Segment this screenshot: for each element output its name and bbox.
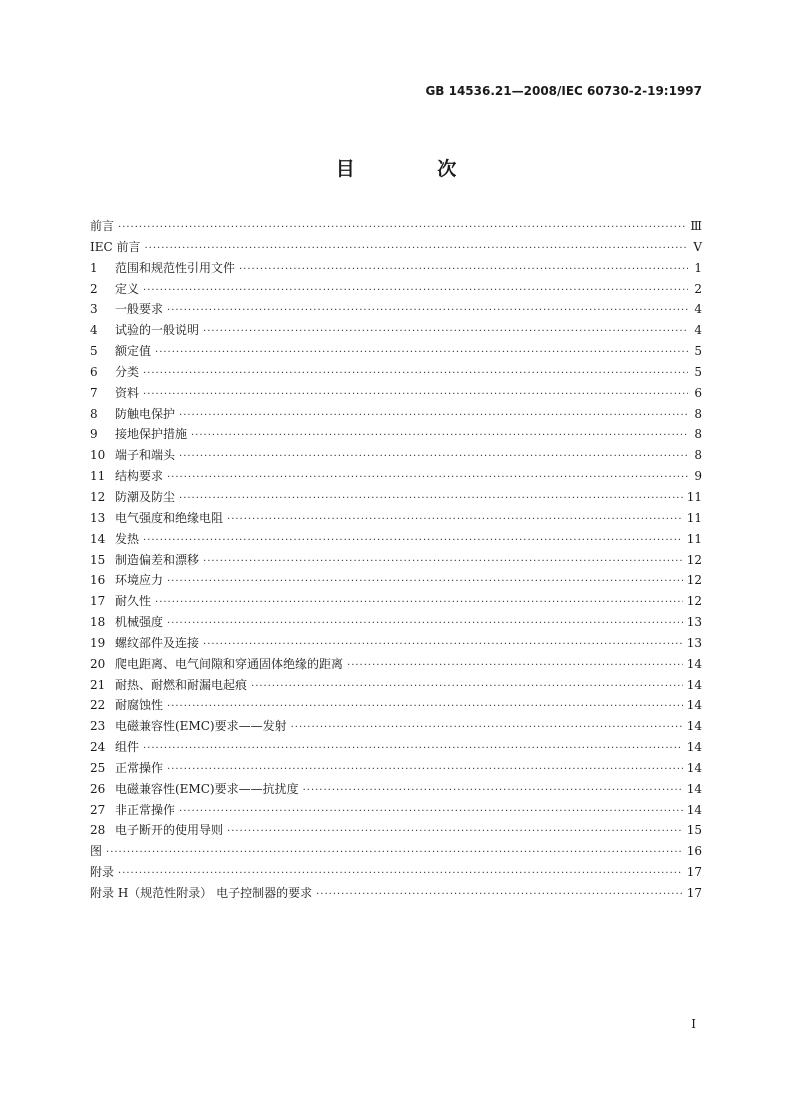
toc-entry[interactable]	[90, 841, 702, 862]
toc-entry-label: 组件	[115, 740, 140, 755]
toc-entry-label: IEC 前言	[90, 239, 141, 254]
toc-entry-number: 6	[90, 364, 98, 379]
toc-entry-label: 范围和规范性引用文件	[115, 260, 236, 275]
toc-entry-page: 14	[686, 719, 702, 734]
toc-dot-leader	[118, 218, 686, 239]
toc-entry-label: 前言	[90, 219, 115, 233]
toc-entry-number: 2	[90, 281, 98, 296]
toc-entry[interactable]	[90, 883, 702, 904]
toc-entry[interactable]	[90, 258, 702, 279]
toc-entry-number: 10	[90, 448, 106, 463]
toc-entry[interactable]	[90, 675, 702, 696]
toc-entry[interactable]	[90, 341, 702, 362]
toc-entry-page: 2	[694, 281, 702, 296]
toc-dot-leader	[203, 552, 683, 573]
toc-entry-label: 图	[90, 844, 103, 859]
toc-entry[interactable]	[90, 862, 702, 883]
toc-entry-page: 8	[694, 448, 702, 463]
toc-entry-label: 电气强度和绝缘电阻	[115, 510, 224, 525]
toc-entry-page: 11	[686, 510, 702, 525]
toc-entry-label: 正常操作	[115, 760, 164, 775]
toc-entry[interactable]	[90, 820, 702, 841]
toc-entry[interactable]	[90, 508, 702, 529]
toc-entry-page: 14	[686, 802, 702, 817]
toc-entry-page: 17	[686, 886, 702, 900]
toc-entry[interactable]	[90, 758, 702, 779]
toc-dot-leader	[239, 260, 688, 281]
toc-entry-page: 13	[686, 615, 702, 630]
toc-entry-number: 8	[90, 406, 98, 421]
toc-entry[interactable]	[90, 633, 702, 654]
toc-entry-page: 5	[694, 344, 702, 359]
toc-entry-number: 17	[90, 594, 106, 609]
toc-dot-leader	[203, 635, 683, 656]
toc-entry[interactable]	[90, 695, 702, 716]
toc-entry-label: 耐腐蚀性	[115, 698, 164, 713]
toc-entry[interactable]	[90, 612, 702, 633]
toc-entry-number: 21	[90, 677, 106, 692]
toc-entry-page: 15	[686, 823, 702, 838]
toc-entry-page: 14	[686, 781, 702, 796]
toc-entry-label: 额定值	[115, 344, 152, 359]
toc-entry-label: 防触电保护	[115, 406, 176, 421]
toc-entry-page: Ⅲ	[690, 219, 702, 233]
toc-entry-number: 22	[90, 698, 106, 713]
toc-entry-number: 20	[90, 656, 106, 671]
toc-entry-label: 机械强度	[115, 615, 164, 630]
toc-entry-page: 1	[694, 260, 702, 275]
toc-entry[interactable]	[90, 445, 702, 466]
toc-entry-number: 9	[90, 427, 98, 442]
toc-entry-number: 23	[90, 719, 106, 734]
toc-entry[interactable]	[90, 529, 702, 550]
toc-dot-leader	[155, 593, 683, 614]
toc-entry-page: 14	[686, 698, 702, 713]
toc-entry[interactable]	[90, 654, 702, 675]
toc-entry-label: 一般要求	[115, 302, 164, 317]
toc-dot-leader	[143, 739, 683, 760]
toc-entry-page: 6	[694, 385, 702, 400]
toc-entry-label: 防潮及防尘	[115, 489, 176, 504]
toc-entry[interactable]	[90, 487, 702, 508]
toc-entry[interactable]	[90, 466, 702, 487]
toc-entry[interactable]	[90, 424, 702, 445]
toc-dot-leader	[191, 426, 688, 447]
toc-dot-leader	[167, 301, 688, 322]
toc-entry-page: 11	[686, 531, 702, 546]
toc-dot-leader	[143, 385, 688, 406]
toc-entry-page: 17	[686, 865, 702, 880]
toc-entry-label: 发热	[115, 531, 140, 546]
toc-entry[interactable]	[90, 279, 702, 300]
toc-entry[interactable]	[90, 737, 702, 758]
toc-dot-leader	[227, 510, 683, 531]
toc-entry-number: 15	[90, 552, 106, 567]
toc-entry[interactable]	[90, 237, 702, 258]
toc-entry-number: 27	[90, 802, 106, 817]
toc-entry-page: 8	[694, 406, 702, 421]
toc-entry-label: 附录 H（规范性附录） 电子控制器的要求	[90, 886, 313, 900]
toc-entry-number: 14	[90, 531, 106, 546]
toc-entry-label: 耐热、耐燃和耐漏电起痕	[115, 677, 248, 692]
toc-entry-number: 25	[90, 760, 106, 775]
toc-dot-leader	[227, 822, 683, 843]
toc-entry[interactable]	[90, 591, 702, 612]
toc-entry-number: 26	[90, 781, 106, 796]
toc-dot-leader	[251, 677, 683, 698]
toc-entry-label: 环境应力	[115, 573, 164, 588]
toc-entry-page: 12	[686, 594, 702, 609]
toc-entry-page: 14	[686, 760, 702, 775]
toc-dot-leader	[143, 531, 683, 552]
toc-entry-page: 5	[694, 364, 702, 379]
toc-entry-number: 24	[90, 740, 106, 755]
toc-entry-number: 13	[90, 510, 106, 525]
toc-dot-leader	[167, 468, 688, 489]
standard-number-header: GB 14536.21—2008/IEC 60730-2-19:1997	[425, 84, 702, 98]
toc-entry-label: 电磁兼容性(EMC)要求——抗扰度	[115, 781, 299, 796]
toc-entry-label: 爬电距离、电气间隙和穿通固体绝缘的距离	[115, 656, 344, 671]
toc-entry-page: 13	[686, 635, 702, 650]
toc-entry[interactable]	[90, 800, 702, 821]
toc-entry-number: 3	[90, 302, 98, 317]
toc-entry-page: 4	[694, 302, 702, 317]
toc-entry-number: 11	[90, 469, 106, 484]
toc-dot-leader	[179, 802, 683, 823]
toc-entry-page: 14	[686, 656, 702, 671]
toc-dot-leader	[155, 343, 688, 364]
toc-entry-page: 14	[686, 677, 702, 692]
toc-entry[interactable]	[90, 404, 702, 425]
toc-entry[interactable]	[90, 362, 702, 383]
toc-entry[interactable]	[90, 716, 702, 737]
toc-entry-page: 16	[686, 844, 702, 859]
toc-entry-number: 18	[90, 615, 106, 630]
toc-dot-leader	[291, 718, 683, 739]
toc-entry-label: 分类	[115, 364, 140, 379]
toc-dot-leader	[167, 572, 683, 593]
toc-entry-label: 附录	[90, 865, 115, 880]
toc-entry-number: 1	[90, 260, 98, 275]
toc-entry-number: 4	[90, 323, 98, 338]
toc-entry[interactable]	[90, 550, 702, 571]
toc-entry-number: 7	[90, 385, 98, 400]
toc-entry-page: 14	[686, 740, 702, 755]
toc-dot-leader	[303, 781, 683, 802]
toc-entry[interactable]	[90, 570, 702, 591]
toc-dot-leader	[316, 885, 683, 906]
toc-dot-leader	[143, 364, 688, 385]
toc-entry[interactable]	[90, 320, 702, 341]
toc-entry-label: 端子和端头	[115, 448, 176, 463]
toc-entry-label: 定义	[115, 281, 140, 296]
toc-entry-page: Ⅴ	[693, 239, 702, 254]
toc-dot-leader	[179, 406, 688, 427]
page-title: 目 次	[335, 158, 495, 180]
toc-entry-page: 11	[686, 489, 702, 504]
toc-entry[interactable]	[90, 299, 702, 320]
toc-dot-leader	[143, 281, 688, 302]
toc-entry-label: 电子断开的使用导则	[115, 823, 224, 838]
table-of-contents	[90, 216, 702, 904]
toc-dot-leader	[203, 322, 688, 343]
toc-entry-page: 12	[686, 552, 702, 567]
toc-entry-label: 非正常操作	[115, 802, 176, 817]
toc-dot-leader	[179, 447, 688, 468]
toc-dot-leader	[167, 760, 683, 781]
toc-entry-number: 5	[90, 344, 98, 359]
toc-entry-label: 试验的一般说明	[115, 323, 200, 338]
toc-dot-leader	[347, 656, 683, 677]
toc-entry-label: 结构要求	[115, 469, 164, 484]
toc-entry-page: 4	[694, 323, 702, 338]
toc-entry-number: 12	[90, 489, 106, 504]
toc-entry[interactable]	[90, 383, 702, 404]
toc-entry-label: 制造偏差和漂移	[115, 552, 200, 567]
toc-entry-number: 19	[90, 635, 106, 650]
page-number: I	[691, 1017, 696, 1031]
toc-entry-page: 12	[686, 573, 702, 588]
toc-entry-label: 电磁兼容性(EMC)要求——发射	[115, 719, 287, 734]
toc-entry-label: 螺纹部件及连接	[115, 635, 200, 650]
toc-dot-leader	[167, 697, 683, 718]
toc-dot-leader	[167, 614, 683, 635]
toc-entry-number: 16	[90, 573, 106, 588]
toc-entry-label: 接地保护措施	[115, 427, 188, 442]
toc-entry-page: 9	[694, 469, 702, 484]
toc-entry[interactable]	[90, 216, 702, 237]
toc-entry-number: 28	[90, 823, 106, 838]
toc-dot-leader	[106, 843, 683, 864]
toc-dot-leader	[179, 489, 683, 510]
toc-entry-label: 耐久性	[115, 594, 152, 609]
toc-dot-leader	[118, 864, 683, 885]
toc-entry[interactable]	[90, 779, 702, 800]
toc-entry-label: 资料	[115, 385, 140, 400]
toc-entry-page: 8	[694, 427, 702, 442]
toc-dot-leader	[145, 239, 689, 260]
